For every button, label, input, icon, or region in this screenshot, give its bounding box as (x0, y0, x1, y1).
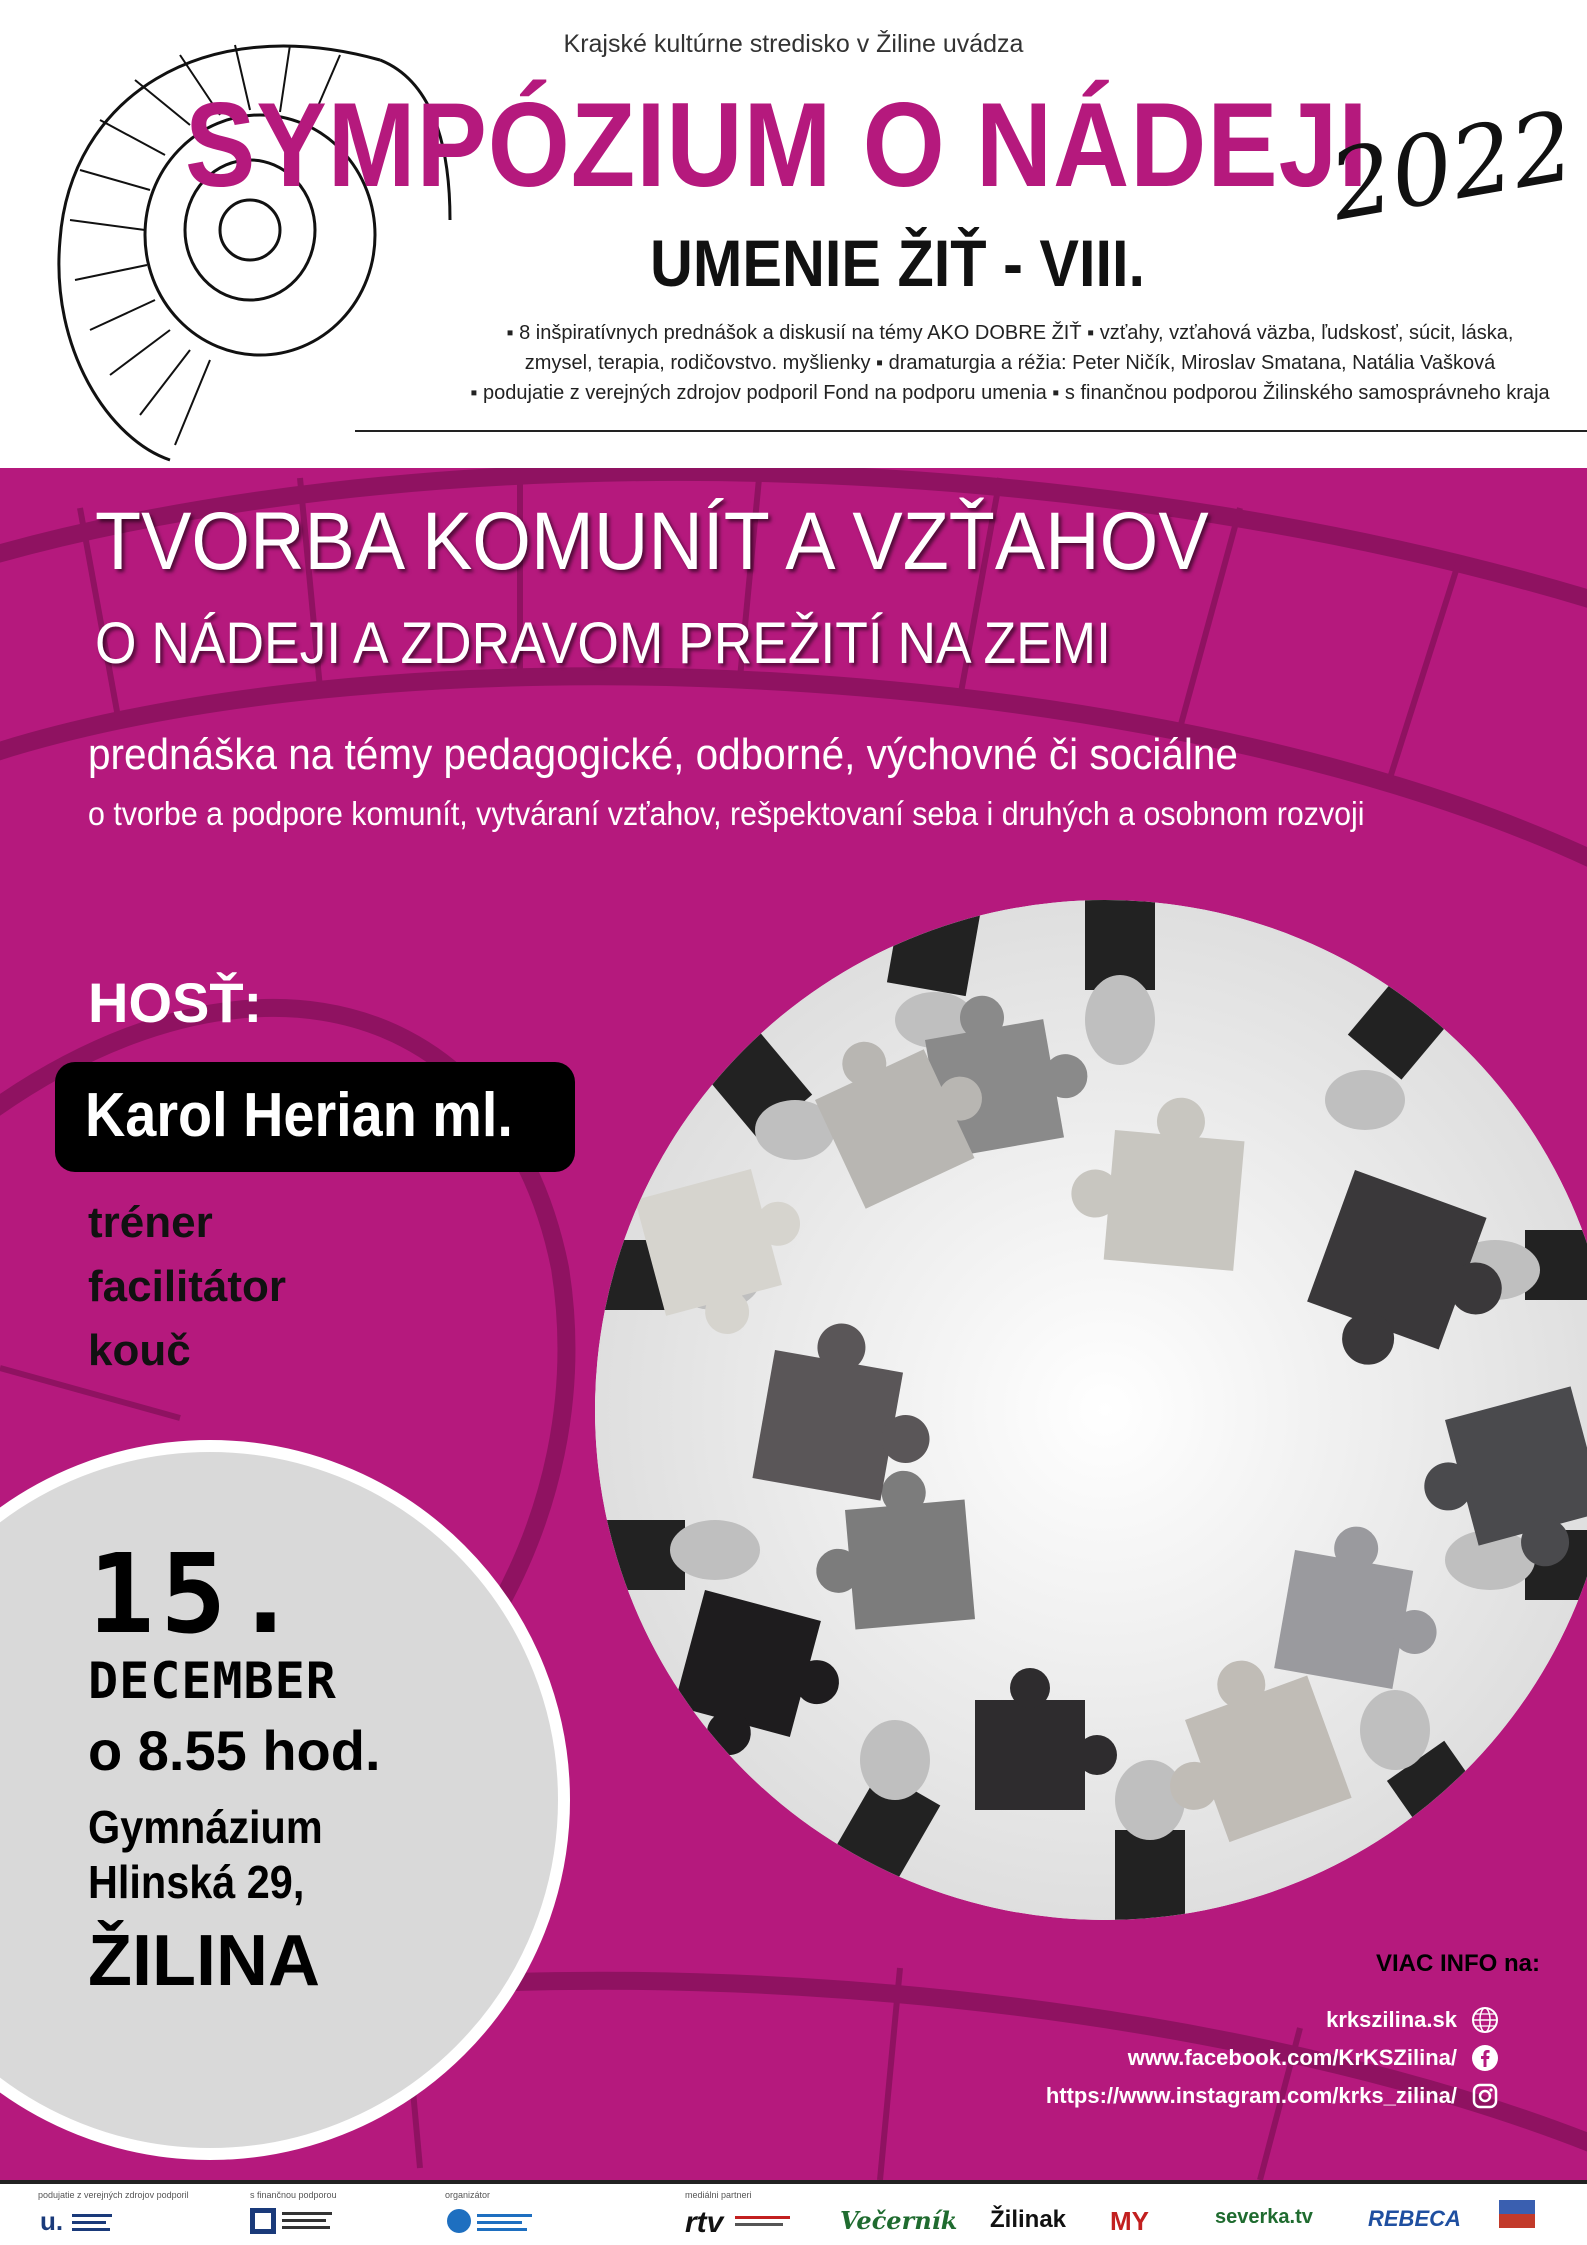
year-label: 2022 (1322, 89, 1583, 243)
footer-label-media: mediálni partneri (685, 2190, 752, 2200)
instagram-link[interactable]: https://www.instagram.com/krks_zilina/ (1045, 2083, 1457, 2108)
guest-label: HOSŤ: (88, 971, 263, 1034)
venue-name: Gymnázium (88, 1801, 323, 1853)
presenter-text: Krajské kultúrne stredisko v Žiline uvádza (563, 30, 1024, 58)
zsk-logo (250, 2204, 340, 2238)
facebook-link-row[interactable] (1128, 2040, 1499, 2076)
guest-name: Karol Herian ml. (85, 1081, 513, 1150)
facebook-link[interactable]: www.facebook.com/KrKSZilina/ (1127, 2045, 1457, 2070)
footer-label-organizer: organizátor (445, 2190, 491, 2200)
footer-divider (0, 2180, 1587, 2184)
event-day: 15. (88, 1530, 305, 1658)
partner-logo (1497, 2198, 1537, 2240)
more-info-label: VIAC INFO na: (1375, 1950, 1540, 1977)
zilinak-logo: Žilinak (990, 2206, 1067, 2233)
svg-text:u.: u. (40, 2206, 64, 2236)
instagram-icon (1471, 2082, 1499, 2110)
website-link-row[interactable] (1326, 2002, 1499, 2038)
event-time: o 8.55 hod. (88, 1719, 381, 1782)
rtv-logo (685, 2202, 795, 2240)
my-logo: MY (1110, 2206, 1149, 2236)
info-line-1: ▪ 8 inšpiratívnych prednášok a diskusií na témy AKO DOBRE ŽIŤ ▪ vzťahy, vzťahová väzba, ľudskosť, súcit, láska, (506, 322, 1514, 344)
event-title: TVORBA KOMUNÍT A VZŤAHOV (95, 496, 1209, 587)
lecture-description: prednáška na témy pedagogické, odborné, výchovné či sociálne (88, 730, 1238, 779)
footer-label-support: s finančnou podporou (250, 2190, 337, 2200)
event-subtitle: O NÁDEJI A ZDRAVOM PREŽITÍ NA ZEMI (95, 611, 1111, 676)
header (0, 0, 1587, 468)
facebook-icon (1471, 2044, 1499, 2072)
website-link[interactable]: krkszilina.sk (1326, 2007, 1457, 2032)
krks-logo (445, 2204, 545, 2238)
header-divider (355, 430, 1587, 432)
puzzle-hands-photo (595, 900, 1587, 1920)
lecture-topics: o tvorbe a podpore komunít, vytváraní vzťahov, rešpektovaní seba i druhých a osobnom rozvoji (88, 795, 1365, 832)
vecernik-logo: Večerník (840, 2206, 958, 2235)
guest-role-trainer: tréner (88, 1198, 213, 1247)
puzzle-pieces-illustration (595, 900, 1587, 1920)
guest-role-facilitator: facilitátor (88, 1262, 287, 1311)
series-subtitle: UMENIE ŽIŤ - VIII. (650, 226, 1146, 300)
fpu-logo (40, 2204, 130, 2238)
venue-city: ŽILINA (88, 1921, 320, 2001)
instagram-link-row[interactable] (1046, 2078, 1499, 2114)
info-line-3: ▪ podujatie z verejných zdrojov podporil Fond na podporu umenia ▪ s finančnou podporou Žilinského samosprávneho kraja (470, 382, 1550, 404)
venue-address: Hlinská 29, (88, 1856, 305, 1908)
sponsor-footer (0, 2186, 1587, 2245)
svg-text:rtv: rtv (685, 2206, 724, 2239)
globe-icon (1471, 2006, 1499, 2034)
footer-label-funding: podujatie z verejných zdrojov podporil (38, 2190, 189, 2200)
event-month: DECEMBER (88, 1652, 337, 1710)
symposium-title: SYMPÓZIUM O NÁDEJI (185, 78, 1369, 212)
rebeca-logo: REBECA (1368, 2206, 1461, 2231)
info-line-2: zmysel, terapia, rodičovstvo. myšlienky ▪ dramaturgia a réžia: Peter Ničík, Miroslav Smatana, Natália Vašková (524, 352, 1496, 374)
severka-logo: severka.tv (1215, 2206, 1313, 2228)
guest-role-coach: kouč (88, 1326, 191, 1375)
